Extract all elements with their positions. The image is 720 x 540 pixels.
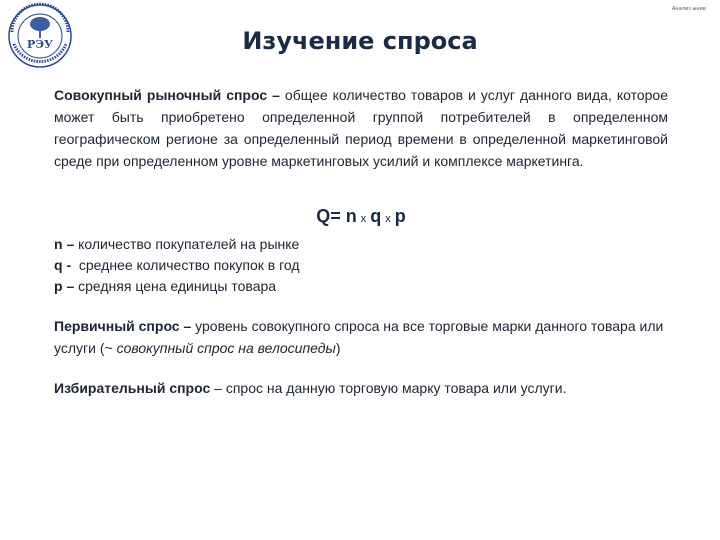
primary-close: ): [335, 340, 341, 356]
legend-symbol: q -: [54, 257, 72, 273]
legend-text: количество покупателей на рынке: [74, 236, 300, 252]
legend-text: средняя цена единицы товара: [74, 278, 277, 294]
legend-symbol: p –: [54, 278, 75, 294]
corner-caption: Анализ ыние: [672, 6, 706, 12]
definition-text: общее количество товаров и услуг данного вида, которое может быть приобретено определенной группой потребителей в определенном географическом регионе за определенный период времени в определенной маркетинговой среде при определенном уровне маркетинговых усилий и комплексе маркетинга.: [54, 87, 668, 169]
logo-text: РЭУ: [27, 38, 53, 51]
legend-item-p: [54, 276, 668, 297]
slide-body: [54, 84, 668, 399]
formula-times-1: x: [360, 213, 367, 225]
definition-paragraph: [54, 84, 668, 172]
primary-demand-paragraph: [54, 315, 668, 359]
formula-p: p: [394, 206, 406, 226]
formula-q: q: [370, 206, 382, 226]
selective-demand-paragraph: [54, 377, 668, 399]
definition-term: Совокупный рыночный спрос –: [54, 87, 280, 103]
selective-text: – спрос на данную торговую марку товара или услуги.: [210, 380, 567, 396]
primary-example: совокупный спрос на велосипеды: [116, 340, 336, 356]
demand-formula: [54, 205, 668, 230]
primary-term: Первичный спрос –: [54, 318, 192, 334]
primary-text: уровень совокупного спроса на все торговые марки данного товара или услуги (~: [54, 318, 664, 356]
formula-lhs: Q= n: [316, 206, 357, 226]
legend-item-n: [54, 234, 668, 255]
selective-term: Избирательный спрос: [54, 380, 211, 396]
formula-times-2: x: [385, 213, 391, 225]
slide-title: Изучение спроса: [242, 27, 478, 55]
legend-text: среднее количество покупок в год: [71, 257, 300, 273]
formula-legend: [54, 234, 668, 297]
legend-symbol: n –: [54, 236, 75, 252]
legend-item-q: [54, 255, 668, 276]
